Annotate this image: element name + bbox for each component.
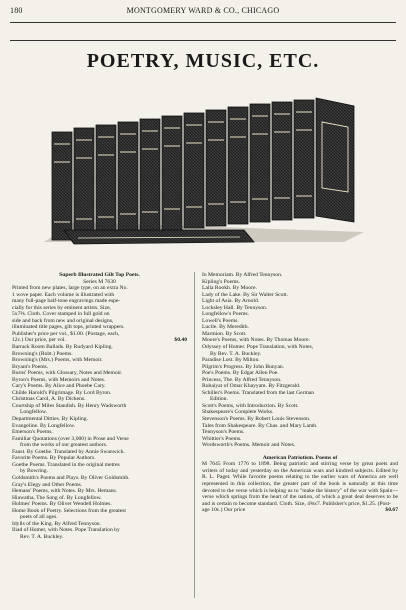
price-value: $0.40 bbox=[174, 337, 187, 344]
list-item: Familiar Quotations (over 3,000) in Prose and Verse bbox=[12, 435, 129, 442]
list-item: Browning's (Robt.) Poems. bbox=[12, 350, 73, 357]
list-item: Emerson's Poems. bbox=[12, 429, 53, 436]
list-item: Edition. bbox=[210, 396, 228, 403]
publisher-line: MONTGOMERY WARD & CO., CHICAGO bbox=[126, 6, 280, 15]
list-item: Lowell's Poems. bbox=[202, 317, 239, 324]
list-item: Lalla Rookh. By Moore. bbox=[202, 285, 257, 292]
list-item: Wordsworth's Poems. Memoir and Notes. bbox=[202, 442, 296, 449]
list-item: Christmas Carol, A. By Dickens. bbox=[12, 396, 86, 403]
description-line: Publisher's price per vol., $1.00. (Postage, each, bbox=[12, 330, 120, 337]
list-item: Schiller's Poems. Translated from the last German bbox=[202, 389, 315, 396]
price-label: age 10c.) Our price bbox=[202, 507, 246, 514]
list-item: Poe's Poems. By Edgar Allen Poe. bbox=[202, 370, 279, 377]
right-column bbox=[202, 272, 398, 514]
list-item: Home Book of Poetry. Selections from the greatest bbox=[12, 507, 126, 514]
list-item: Hiawatha, The Song of. By Longfellow. bbox=[12, 494, 102, 501]
list-item: By Rev. T. A. Buckley. bbox=[210, 350, 262, 357]
list-item: Longfellow. bbox=[20, 409, 48, 416]
list-item: Holmes' Poems. By Oliver Wendell Holmes. bbox=[12, 501, 112, 508]
list-item: Bryant's Poems. bbox=[12, 363, 49, 370]
price-label: 12c.) Our price, per vol. bbox=[12, 337, 66, 344]
list-item: Moore's Poems, with Notes. By Thomas Moore. bbox=[202, 337, 310, 344]
list-item: Odyssey of Homer. Pope Translation, with Notes, bbox=[202, 344, 314, 351]
left-column bbox=[12, 272, 187, 540]
list-item: Cary's Poems. By Alice and Phoebe Cary. bbox=[12, 383, 106, 390]
title-list bbox=[12, 344, 187, 540]
list-item: In Memoriam. By Alfred Tennyson. bbox=[202, 272, 283, 278]
list-item: Idylls of the King. By Alfred Tennyson. bbox=[12, 520, 101, 527]
page-number: 180 bbox=[10, 6, 23, 15]
description-line: side and back from new and original designs, bbox=[12, 317, 114, 324]
list-item: Byron's Poems, with Memoirs and Notes. bbox=[12, 376, 106, 383]
list-item: Browning's (Mrs.) Poems, with Memoir. bbox=[12, 357, 103, 364]
list-item: Paradise Lost. By Milton. bbox=[202, 357, 260, 364]
list-item: from the works of our greatest authors. bbox=[20, 442, 108, 449]
list-item: Kipling's Poems. bbox=[202, 278, 240, 285]
list-item: Rubaiyat of Omar Khayyam. By Fitzgerald. bbox=[202, 383, 301, 390]
list-item: Whittier's Poems. bbox=[202, 435, 242, 442]
list-item: Tennyson's Poems. bbox=[202, 429, 245, 436]
list-item: Light of Asia. By Arnold. bbox=[202, 298, 260, 305]
description-line: illuminated title pages, gilt tops, printed wrappers. bbox=[12, 324, 125, 331]
list-item: Evangeline. By Longfellow. bbox=[12, 422, 76, 429]
list-item: Barrack Room Ballads. By Rudyard Kipling. bbox=[12, 344, 113, 351]
list-item: Locksley Hall. By Tennyson. bbox=[202, 304, 268, 311]
list-item: Iliad of Homer, with Notes. Pope Translation by bbox=[12, 527, 120, 534]
list-item: Goldsmith's Poems and Plays. By Oliver Goldsmith. bbox=[12, 474, 130, 481]
description-line: 5x7⅝. Cloth. Cover stamped in full gold on bbox=[12, 311, 110, 318]
list-item: Faust. By Goethe. Translated by Annie Swanwick. bbox=[12, 448, 125, 455]
list-item: Marmion. By Scott. bbox=[202, 330, 247, 337]
list-item: Childe Harold's Pilgrimage. By Lord Byron. bbox=[12, 389, 112, 396]
list-item: Lady of the Lake. By Sir Walter Scott. bbox=[202, 291, 288, 298]
list-item: Favorite Poems. By Popular Authors. bbox=[12, 455, 96, 462]
description-line: cially for this series by eminent artists. Size, bbox=[12, 304, 111, 311]
description-line: Printed from new plates, large type, on an extra No. bbox=[12, 285, 128, 292]
price-value: $0.67 bbox=[385, 507, 398, 514]
description-line: 1 wove paper. Each volume is illustrated with bbox=[12, 291, 115, 298]
list-item: Burns' Poems, with Glossary, Notes and Memoir. bbox=[12, 370, 123, 377]
header-rule-lower bbox=[10, 40, 396, 41]
list-item: Longfellow's Poems. bbox=[202, 311, 249, 318]
list-item: Goethe Poems. Translated in the original metres bbox=[12, 461, 120, 468]
header-rule bbox=[10, 22, 396, 23]
description-line: many full-page half-tone engravings made espe- bbox=[12, 298, 121, 305]
list-item: Hemans' Poems, with Notes. By Mrs. Hemans. bbox=[12, 488, 118, 495]
list-item: by Bowring. bbox=[20, 468, 48, 475]
list-item: Lucile. By Meredith. bbox=[202, 324, 249, 331]
list-item: Scott's Poems, with Introduction. By Scott. bbox=[202, 402, 299, 409]
page-header bbox=[10, 6, 396, 20]
patriotism-price-line bbox=[202, 507, 398, 514]
column-divider bbox=[194, 272, 195, 598]
list-item: Gray's Elegy and Other Poems. bbox=[12, 481, 83, 488]
books-illustration bbox=[44, 92, 364, 260]
page-title: POETRY, MUSIC, ETC. bbox=[86, 50, 320, 72]
patriotism-heading: American Patriotism. Poems of bbox=[262, 454, 338, 461]
list-item: Princess, The. By Alfred Tennyson. bbox=[202, 376, 282, 383]
patriotism-description: M 7645 From 1776 to 1898. Being patriotic and stirring verse by great poets and writers of today and yesterday on the American wars and kindred subjects. Edited by R. L. Paget. While favorite poems relating to the earlier wars of America are well represented in this collection, the greater part of the book is naturally at this time devoted to the verse which is helping us to "make the history" of the war with Spain—verse which springs from the heart of the nation, of which a great deal deserves to be and is certain to become standard. Cloth. Size, 4⅝x7. Publisher's price, $1.25. (Post- bbox=[202, 461, 398, 507]
list-item: Tales from Shakespeare. By Chas. and Mary Lamb. bbox=[202, 422, 318, 429]
series-number: Series M 7630 bbox=[83, 278, 116, 285]
list-item: Shakespeare's Complete Works. bbox=[202, 409, 274, 416]
list-item: Departmental Ditties. By Kipling. bbox=[12, 416, 88, 423]
list-item: Rev. T. A. Buckley. bbox=[20, 533, 64, 540]
list-item: Pilgrim's Progress. By John Bunyan. bbox=[202, 363, 285, 370]
list-item: Stevenson's Poems. By Robert Louis Stevenson. bbox=[202, 416, 311, 423]
product-heading: Superb Illustrated Gilt Top Poets. bbox=[59, 272, 140, 278]
list-item: Courtship of Miles Standish. By Henry Wadsworth bbox=[12, 402, 127, 409]
list-item: poets of all ages. bbox=[20, 514, 58, 521]
